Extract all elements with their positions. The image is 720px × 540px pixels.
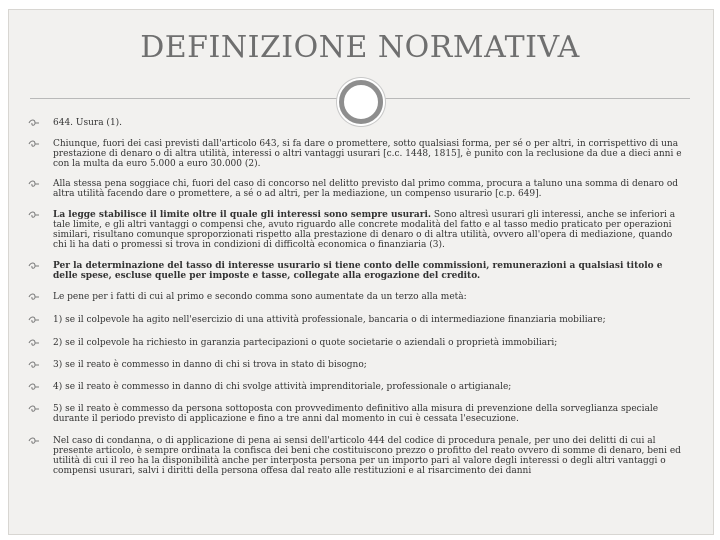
list-item bbox=[28, 179, 688, 199]
list-item bbox=[28, 292, 688, 302]
list-item bbox=[28, 118, 688, 128]
swirl-bullet-icon bbox=[28, 140, 40, 148]
swirl-bullet-icon bbox=[28, 437, 40, 445]
list-item bbox=[28, 261, 688, 281]
list-item-text: 3) se il reato è commesso in danno di chi si trova in stato di bisogno; bbox=[53, 360, 367, 370]
swirl-bullet-icon bbox=[28, 383, 40, 391]
title-divider-right bbox=[380, 98, 690, 99]
swirl-bullet-icon bbox=[28, 211, 40, 219]
slide-title: DEFINIZIONE NORMATIVA bbox=[140, 30, 580, 65]
list-item-text: 5) se il reato è commesso da persona sottoposta con provvedimento definitivo alla misura di prevenzione della sorveglianza speciale durante il periodo previsto di applicazione e fino a tre anni dal momento in cui è cessata l'esecuzione. bbox=[53, 404, 659, 424]
swirl-bullet-icon bbox=[28, 405, 40, 413]
list-item bbox=[28, 210, 688, 250]
list-item-text: Sono altresì usurari gli interessi, anche se inferiori a tale limite, e gli altri vantaggi o compensi che, avuto riguardo alle concrete modalità del fatto e al tasso medio praticato per operazioni similari, risultano comunque sproporzionati rispetto alla prestazione di denaro o di altra utilità, ovvero all'opera di mediazione, quando chi li ha dati o promessi si trova in condizioni di difficoltà economica o finanziaria (3). bbox=[53, 210, 676, 250]
swirl-bullet-icon bbox=[28, 119, 40, 127]
list-item-text: 4) se il reato è commesso in danno di chi svolge attività imprenditoriale, professionale o artigianale; bbox=[53, 382, 512, 392]
list-item bbox=[28, 436, 688, 476]
bullet-list bbox=[28, 118, 688, 476]
list-item-text: 1) se il colpevole ha agito nell'esercizio di una attività professionale, bancaria o di intermediazione finanziaria mobiliare; bbox=[53, 315, 606, 325]
list-item-bold-text: La legge stabilisce il limite oltre il quale gli interessi sono sempre usurari. bbox=[53, 210, 432, 220]
list-item-text: Alla stessa pena soggiace chi, fuori del caso di concorso nel delitto previsto dal primo comma, procura a taluno una somma di denaro od altra utilità facendo dare o promettere, a sé o ad altri, per la mediazione, un compenso usurario [c.p. 649]. bbox=[53, 179, 679, 199]
list-item-text: 2) se il colpevole ha richiesto in garanzia partecipazioni o quote societarie o aziendali o proprietà immobiliari; bbox=[53, 338, 558, 348]
list-item bbox=[28, 315, 688, 325]
list-item bbox=[28, 139, 688, 169]
list-item bbox=[28, 338, 688, 348]
list-item-text: Per la determinazione del tasso di interesse usurario si tiene conto delle commissioni, remunerazioni a qualsiasi titolo e delle spese, escluse quelle per imposte e tasse, collegate alla erogazione del credito. bbox=[53, 261, 663, 281]
list-item-text: 644. Usura (1). bbox=[53, 118, 123, 128]
swirl-bullet-icon bbox=[28, 339, 40, 347]
list-item-text: Nel caso di condanna, o di applicazione di pena ai sensi dell'articolo 444 del codice di procedura penale, per uno dei delitti di cui al presente articolo, è sempre ordinata la confisca dei beni che costituiscono prezzo o profitto del reato ovvero di somme di denaro, beni ed utilità di cui il reo ha la disponibilità anche per interposta persona per un importo pari al valore degli interessi o degli altri vantaggi o compensi usurari, salvi i diritti della persona offesa dal reato alle restituzioni e al risarcimento dei danni bbox=[53, 436, 681, 476]
list-item-text: Chiunque, fuori dei casi previsti dall'articolo 643, si fa dare o promettere, sotto qualsiasi forma, per sé o per altri, in corrispettivo di una prestazione di denaro o di altra utilità, interessi o altri vantaggi usurari [c.c. 1448, 1815], è punito con la reclusione da due a dieci anni e con la multa da euro 5.000 a euro 30.000 (2). bbox=[53, 139, 682, 169]
title-divider-left bbox=[30, 98, 342, 99]
swirl-bullet-icon bbox=[28, 316, 40, 324]
list-item bbox=[28, 360, 688, 370]
swirl-bullet-icon bbox=[28, 180, 40, 188]
list-item bbox=[28, 404, 688, 424]
swirl-bullet-icon bbox=[28, 361, 40, 369]
list-item bbox=[28, 382, 688, 392]
list-item-text: Le pene per i fatti di cui al primo e secondo comma sono aumentate da un terzo alla metà: bbox=[53, 292, 467, 302]
swirl-bullet-icon bbox=[28, 262, 40, 270]
swirl-bullet-icon bbox=[28, 293, 40, 301]
